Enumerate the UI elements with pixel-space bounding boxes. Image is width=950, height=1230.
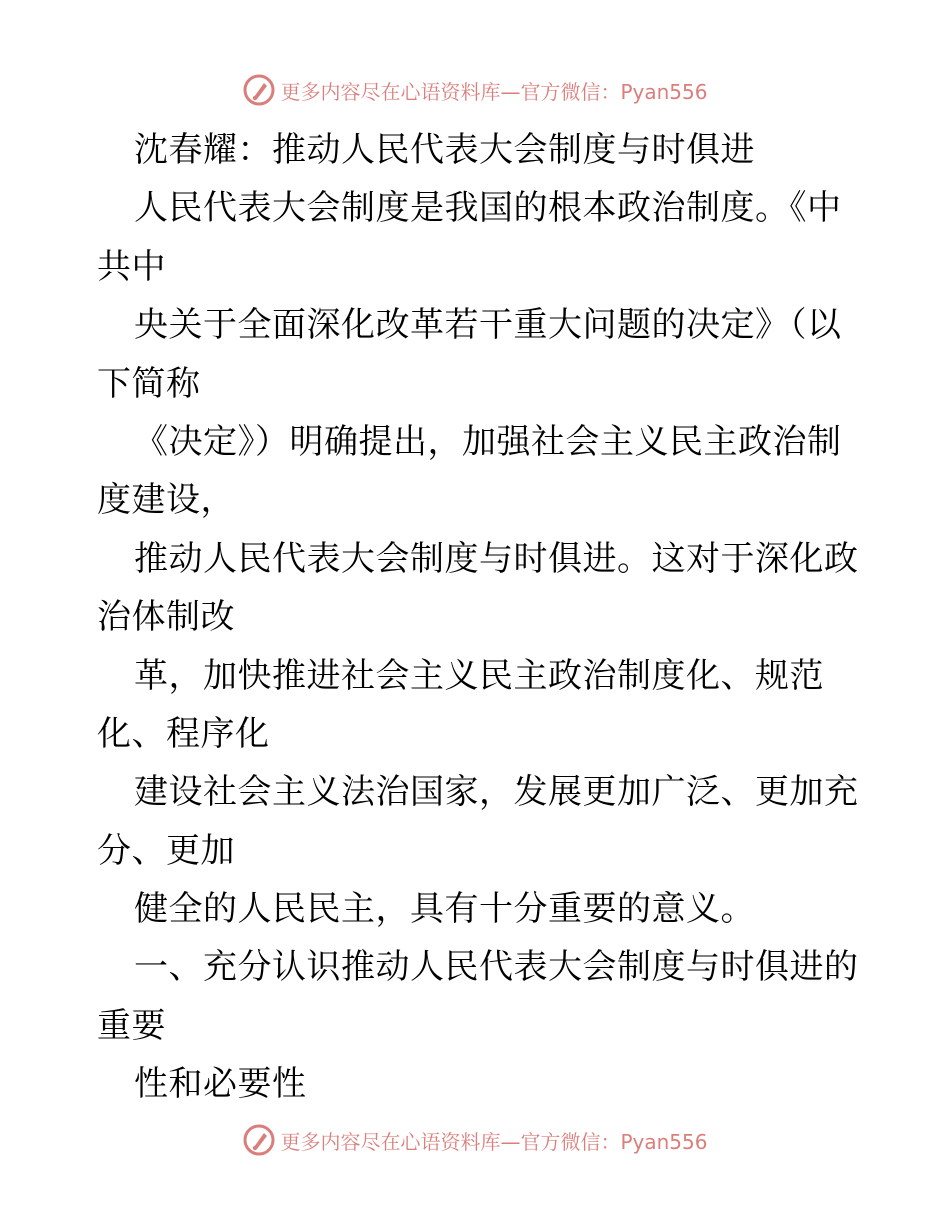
paragraph-line: 健全的人民民主，具有十分重要的意义。 <box>134 889 755 930</box>
paragraph-line: 推动人民代表大会制度与时俱进。这对于深化政 <box>134 538 859 579</box>
pen-nib-seal-icon <box>242 73 276 107</box>
paragraph-line: 治体制改 <box>97 597 235 638</box>
section-heading: 性和必要性 <box>134 1064 307 1105</box>
document-body <box>97 121 857 1114</box>
header-watermark <box>0 70 950 110</box>
footer-watermark <box>0 1120 950 1160</box>
paragraph-line: 共中 <box>97 246 166 287</box>
paragraph-line: 《决定》）明确提出，加强社会主义民主政治制 <box>134 421 842 462</box>
paragraph-line: 分、更加 <box>97 830 235 871</box>
document-title: 沈春耀：推动人民代表大会制度与时俱进 <box>134 130 755 170</box>
paragraph-line: 革，加快推进社会主义民主政治制度化、规范 <box>134 655 824 696</box>
paragraph-line: 建设社会主义法治国家，发展更加广泛、更加充 <box>134 772 859 813</box>
paragraph-line: 下简称 <box>97 363 201 404</box>
watermark-text: 更多内容尽在心语资料库—官方微信：Pyan556 <box>280 1129 708 1154</box>
watermark-text: 更多内容尽在心语资料库—官方微信：Pyan556 <box>280 79 708 104</box>
section-heading: 重要 <box>97 1005 166 1046</box>
paragraph-line: 人民代表大会制度是我国的根本政治制度。《中 <box>134 188 842 229</box>
paragraph-line: 化、程序化 <box>97 713 270 754</box>
paragraph-line: 度建设， <box>97 480 235 521</box>
pen-nib-seal-icon <box>242 1123 276 1157</box>
section-heading: 一、充分认识推动人民代表大会制度与时俱进的 <box>134 947 859 988</box>
paragraph-line: 央关于全面深化改革若干重大问题的决定》（以 <box>134 305 842 346</box>
